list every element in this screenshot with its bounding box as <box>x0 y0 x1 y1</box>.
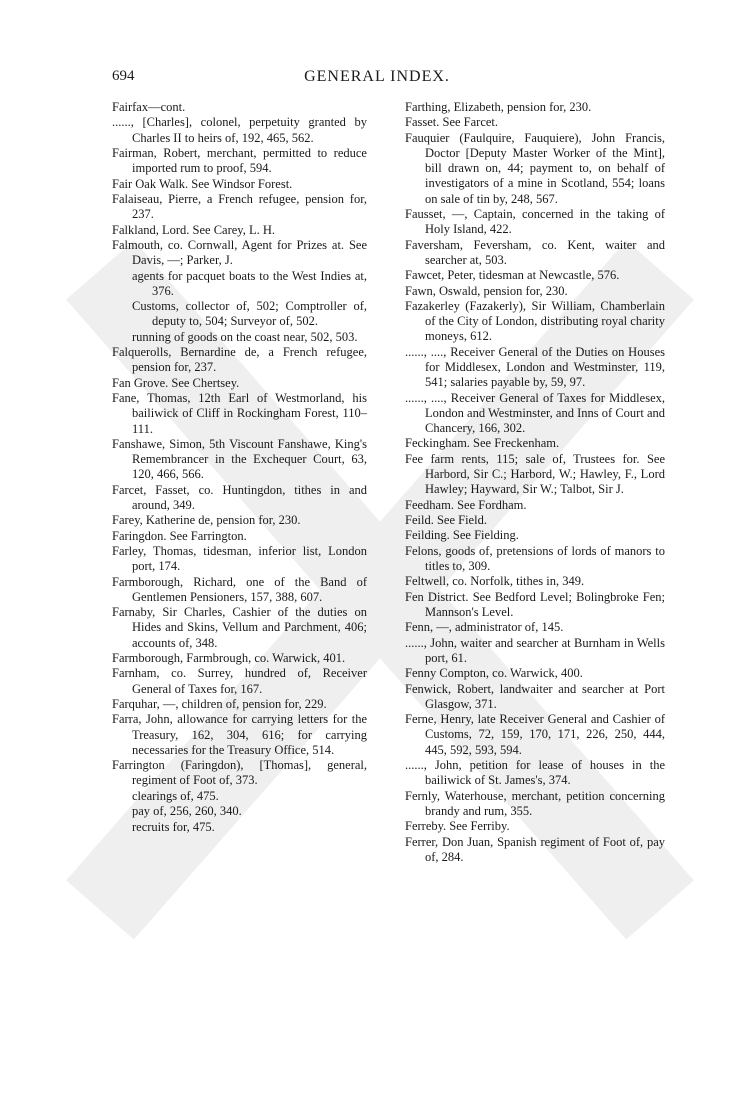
index-entry: Farmborough, Richard, one of the Band of Gentlemen Pensioners, 157, 388, 607. <box>112 574 367 604</box>
index-entry: Fasset. See Farcet. <box>405 115 499 130</box>
index-entry: Fawn, Oswald, pension for, 230. <box>405 283 568 298</box>
index-entry: Farcet, Fasset, co. Huntingdon, tithes in and around, 349. <box>112 482 367 512</box>
index-entry: Farquhar, —, children of, pension for, 229. <box>112 697 327 712</box>
index-entry: Fawcet, Peter, tidesman at Newcastle, 576. <box>405 268 620 283</box>
index-entry: Ferrer, Don Juan, Spanish regiment of Foot of, pay of, 284. <box>405 834 665 864</box>
index-entry: Falmouth, co. Cornwall, Agent for Prizes at. See Davis, —; Parker, J. <box>112 237 367 268</box>
index-entry: Fairman, Robert, merchant, permitted to reduce imported rum to proof, 594. <box>112 145 367 176</box>
index-entry: Farmborough, Farmbrough, co. Warwick, 401. <box>112 651 346 666</box>
index-entry: clearings of, 475. <box>132 788 219 803</box>
index-entry: Farnham, co. Surrey, hundred of, Receiver General of Taxes for, 167. <box>112 666 367 696</box>
index-entry: Fauquier (Faulquire, Fauquiere), John Francis, Doctor [Deputy Master Worker of the Mint], bill drawn on, 44; payment to, on behalf of investigators of a mine in Scotland, 554; loans on sale of tin by, 248, 567. <box>405 130 665 206</box>
index-entry: Fanshawe, Simon, 5th Viscount Fanshawe, King's Remembrancer in the Exchequer Court, 63, 120, 466, 566. <box>112 436 367 482</box>
index-entry: Farra, John, allowance for carrying letters for the Treasury, 162, 304, 616; for carrying necessaries for the Treasury Office, 514. <box>112 712 367 757</box>
index-entry: Fenwick, Robert, landwaiter and searcher at Port Glasgow, 371. <box>405 681 665 711</box>
index-entry: pay of, 256, 260, 340. <box>132 804 242 819</box>
index-entry: Fenn, —, administrator of, 145. <box>405 620 564 635</box>
right-index-column <box>405 100 665 865</box>
running-head: GENERAL INDEX. <box>304 68 450 85</box>
index-entry: ......, [Charles], colonel, perpetuity granted by Charles II to heirs of, 192, 465, 562. <box>112 115 367 145</box>
index-entry: Fausset, —, Captain, concerned in the taking of Holy Island, 422. <box>405 206 665 237</box>
index-entry: Fernly, Waterhouse, merchant, petition concerning brandy and rum, 355. <box>405 788 665 818</box>
index-entry: Fairfax—cont. <box>112 100 186 114</box>
index-entry: Fazakerley (Fazakerly), Sir William, Chamberlain of the City of London, distributing royal charity moneys, 612. <box>405 298 665 344</box>
index-entry: Ferne, Henry, late Receiver General and Cashier of Customs, 72, 159, 170, 171, 226, 250, 444, 445, 592, 593, 594. <box>405 712 665 757</box>
index-entry: Falquerolls, Bernardine de, a French refugee, pension for, 237. <box>112 345 367 375</box>
index-entry: recruits for, 475. <box>132 819 215 834</box>
index-entry: Fane, Thomas, 12th Earl of Westmorland, his bailiwick of Cliff in Rockingham Forest, 110–111. <box>112 391 367 436</box>
index-entry: ......, ...., Receiver General of Taxes for Middlesex, London and Westminster, and Inns of Court and Chancery, 166, 302. <box>405 390 665 435</box>
index-entry: ......, ...., Receiver General of the Duties on Houses for Middlesex, London and Westminster, 119, 541; salaries payable by, 59, 97. <box>405 344 665 390</box>
index-entry: Feltwell, co. Norfolk, tithes in, 349. <box>405 574 585 589</box>
index-entry: Fee farm rents, 115; sale of, Trustees for. See Harbord, Sir C.; Harbord, W.; Hawley, F., Lord Hawley; Hayward, Sir W.; Talbot, Sir J. <box>405 451 665 497</box>
index-entry: Fen District. See Bedford Level; Bolingbroke Fen; Mannson's Level. <box>405 589 665 619</box>
index-entry: Ferreby. See Ferriby. <box>405 819 510 834</box>
index-entry: Customs, collector of, 502; Comptroller of, deputy to, 504; Surveyor of, 502. <box>132 299 367 329</box>
index-entry: Falkland, Lord. See Carey, L. H. <box>112 222 276 237</box>
index-entry: Faringdon. See Farrington. <box>112 528 247 543</box>
index-entry: ......, John, petition for lease of houses in the bailiwick of St. James's, 374. <box>405 758 665 788</box>
index-entry: running of goods on the coast near, 502, 503. <box>132 329 358 344</box>
index-entry: Fenny Compton, co. Warwick, 400. <box>405 666 583 681</box>
index-entry: Farthing, Elizabeth, pension for, 230. <box>405 100 592 114</box>
index-entry: Falaiseau, Pierre, a French refugee, pension for, 237. <box>112 191 367 222</box>
index-entry: Feilding. See Fielding. <box>405 528 519 543</box>
index-entry: Feckingham. See Freckenham. <box>405 436 560 451</box>
index-entry: Farley, Thomas, tidesman, inferior list, London port, 174. <box>112 544 367 574</box>
index-entry: Fan Grove. See Chertsey. <box>112 375 240 390</box>
index-entry: Farey, Katherine de, pension for, 230. <box>112 513 301 528</box>
index-entry: Farnaby, Sir Charles, Cashier of the duties on Hides and Skins, Vellum and Parchment, 406; accounts of, 348. <box>112 605 367 650</box>
index-entry: Faversham, Feversham, co. Kent, waiter and searcher at, 503. <box>405 237 665 267</box>
index-entry: ......, John, waiter and searcher at Burnham in Wells port, 61. <box>405 635 665 665</box>
index-entry: Feedham. See Fordham. <box>405 497 527 512</box>
index-entry: Farrington (Faringdon), [Thomas], general, regiment of Foot of, 373. <box>112 758 367 788</box>
page-number: 694 <box>112 68 135 84</box>
index-entry: Felons, goods of, pretensions of lords of manors to titles to, 309. <box>405 543 665 573</box>
left-index-column <box>112 100 367 835</box>
index-entry: agents for pacquet boats to the West Indies at, 376. <box>132 268 367 298</box>
index-entry: Feild. See Field. <box>405 512 487 527</box>
index-entry: Fair Oak Walk. See Windsor Forest. <box>112 176 293 191</box>
